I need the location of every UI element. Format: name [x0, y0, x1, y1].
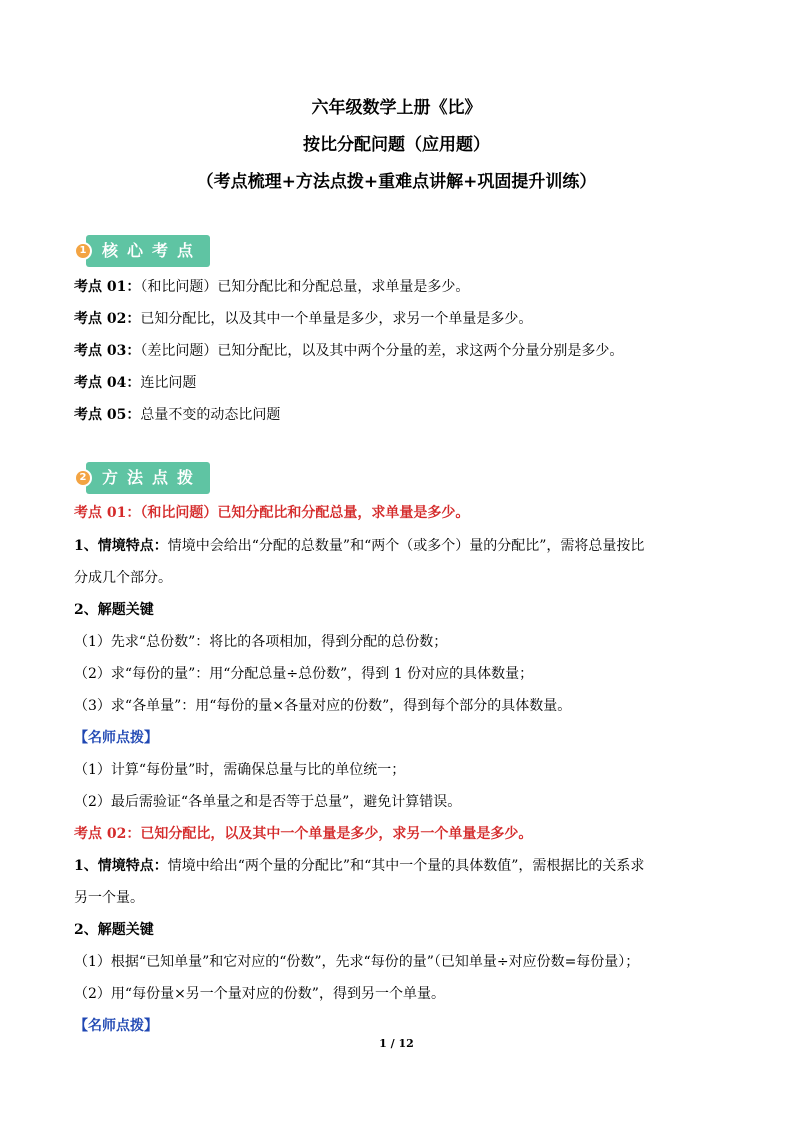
feature-line-cont: 另一个量。 [74, 890, 144, 906]
section-label: 核心考点 [102, 241, 203, 260]
tip-title: 【名师点拨】 [74, 1018, 158, 1034]
core-point-02: 考点 02：已知分配比，以及其中一个单量是多少，求另一个单量是多少。 [74, 311, 533, 327]
section-banner-method-tips [74, 462, 212, 494]
doc-subtitle-detail: （考点梳理+方法点拨+重难点讲解+巩固提升训练） [196, 172, 597, 192]
tip-title: 【名师点拨】 [74, 730, 158, 746]
section-number-badge: 2 [74, 469, 92, 487]
tip-item: （1）计算“每份量”时，需确保总量与比的单位统一； [74, 762, 406, 778]
core-point-01: 考点 01：（和比问题）已知分配比和分配总量，求单量是多少。 [74, 279, 470, 295]
method-heading-01: 考点 01：（和比问题）已知分配比和分配总量，求单量是多少。 [74, 505, 470, 521]
key-item: （2）求“每份的量”：用“分配总量÷总份数”，得到 1 份对应的具体数量； [74, 666, 534, 682]
key-item: （1）根据“已知单量”和它对应的“份数”，先求“每份的量”（已知单量÷对应份数=每份量）； [74, 954, 640, 970]
section-label: 方法点拨 [102, 468, 203, 487]
section-banner-core-points [74, 235, 212, 267]
feature-line-cont: 分成几个部分。 [74, 570, 172, 586]
core-point-05: 考点 05：总量不变的动态比问题 [74, 407, 281, 423]
doc-title: 六年级数学上册《比》 [311, 98, 482, 118]
key-title: 2、解题关键 [74, 922, 154, 938]
method-heading-02: 考点 02：已知分配比，以及其中一个单量是多少，求另一个单量是多少。 [74, 826, 533, 842]
doc-subtitle: 按比分配问题（应用题） [303, 135, 490, 155]
key-item: （1）先求“总份数”：将比的各项相加，得到分配的总份数； [74, 634, 448, 650]
feature-line: 1、情境特点：情境中会给出“分配的总数量”和“两个（或多个）量的分配比”，需将总量按比 [74, 538, 645, 554]
core-point-03: 考点 03：（差比问题）已知分配比，以及其中两个分量的差，求这两个分量分别是多少。 [74, 343, 624, 359]
key-item: （2）用“每份量×另一个量对应的份数”，得到另一个单量。 [74, 986, 445, 1002]
key-title: 2、解题关键 [74, 602, 154, 618]
key-item: （3）求“各单量”：用“每份的量×各量对应的份数”，得到每个部分的具体数量。 [74, 698, 572, 714]
tip-item: （2）最后需验证“各单量之和是否等于总量”，避免计算错误。 [74, 794, 462, 810]
page-number: 1 / 12 [379, 1037, 414, 1050]
section-number-badge: 1 [74, 242, 92, 260]
core-point-04: 考点 04：连比问题 [74, 375, 197, 391]
feature-line: 1、情境特点：情境中给出“两个量的分配比”和“其中一个量的具体数值”，需根据比的关系求 [74, 858, 645, 874]
